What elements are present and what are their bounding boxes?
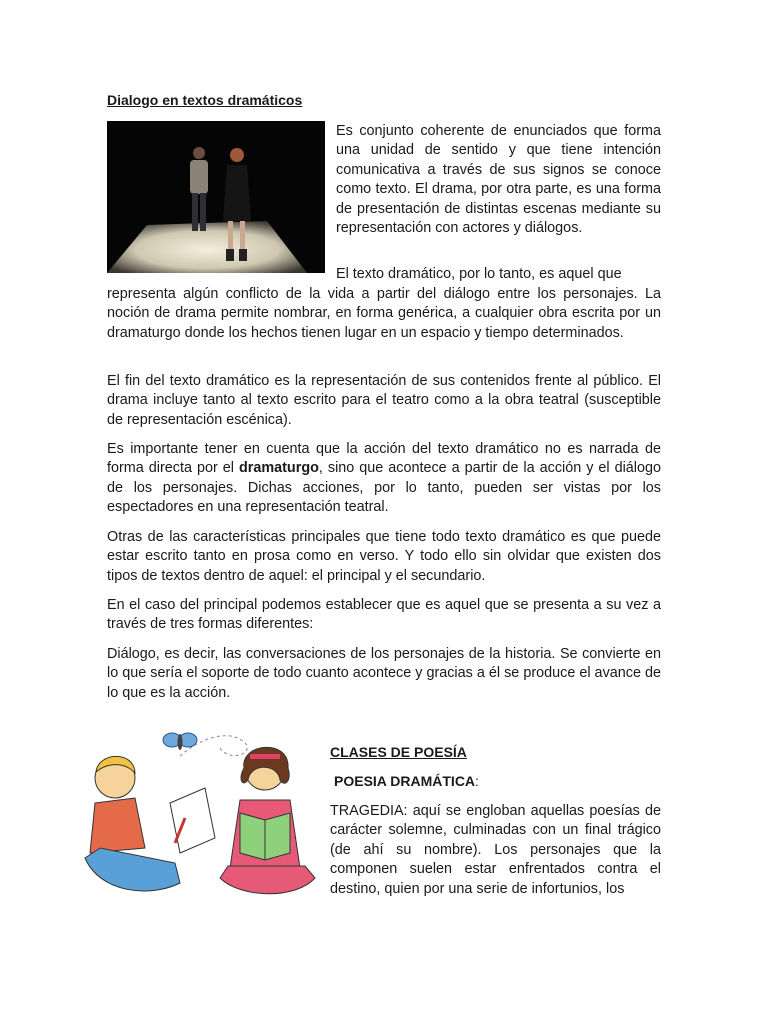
kids-illustration [80,718,320,903]
theater-photo [107,121,325,273]
intro-side-paragraph: Es conjunto coherente de enunciados que forma una unidad de sentido y que tiene intención comunicativa a través de sus signos se conoce como texto. El drama, por otra parte, es una forma de presentación de distintas escenas mediante su representación con actores y diálogos. [336,123,661,237]
poesia-heading-line [334,773,479,789]
paragraph-1-start: El texto dramático, por lo tanto, es aquel que [336,266,622,282]
tragedia-paragraph: TRAGEDIA: aquí se engloban aquellas poesías de carácter solemne, culminadas con un final trágico (de ahí su nombre). Los personajes que la componen suelen estar enfrentados contra el destino, quien por una serie de infortunios, los [330,803,661,897]
clases-title: CLASES DE POESÍA [330,744,467,760]
paragraph-4: Otras de las características principales que tiene todo texto dramático es que puede estar escrito tanto en prosa como en verso. Y todo ello sin olvidar que existen dos tipos de textos dentro de aquel: el principal y el secundario. [107,529,661,584]
paragraph-1: representa algún conflicto de la vida a partir del diálogo entre los personajes. La noción de drama permite nombrar, en forma genérica, a cualquier obra escrita por un dramaturgo donde los hechos tienen lugar en un espacio y tiempo determinados. [107,286,661,341]
paragraph-3 [107,440,661,518]
dramaturgo-bold: dramaturgo [238,460,319,477]
paragraph-3-b: , sino que acontece a partir de la acción y el diálogo de los personajes. Dichas acciones, por lo tanto, pueden ser vistas por los espectadores en una representación teatral. [107,460,661,516]
kids-drawing [80,718,320,903]
paragraph-3-a: Es importante tener en cuenta que la acción del texto dramático no es narrada de forma directa por el [107,441,661,477]
paragraph-6: Diálogo, es decir, las conversaciones de los personajes de la historia. Se convierte en lo que sería el soporte de todo cuanto acontece y gracias a él se produce el avance de lo que es la acción. [107,646,661,701]
section-heading: Dialogo en textos dramáticos [107,92,303,108]
poesia-colon: : [475,773,479,789]
stage-illustration [107,121,325,273]
paragraph-5: En el caso del principal podemos establecer que es aquel que se presenta a su vez a través de tres formas diferentes: [107,597,661,633]
paragraph-2: El fin del texto dramático es la representación de sus contenidos frente al público. El drama incluye tanto al texto escrito para el teatro como a la obra teatral (susceptible de representación escénica). [107,373,661,428]
poesia-title: POESIA DRAMÁTICA [334,773,476,789]
